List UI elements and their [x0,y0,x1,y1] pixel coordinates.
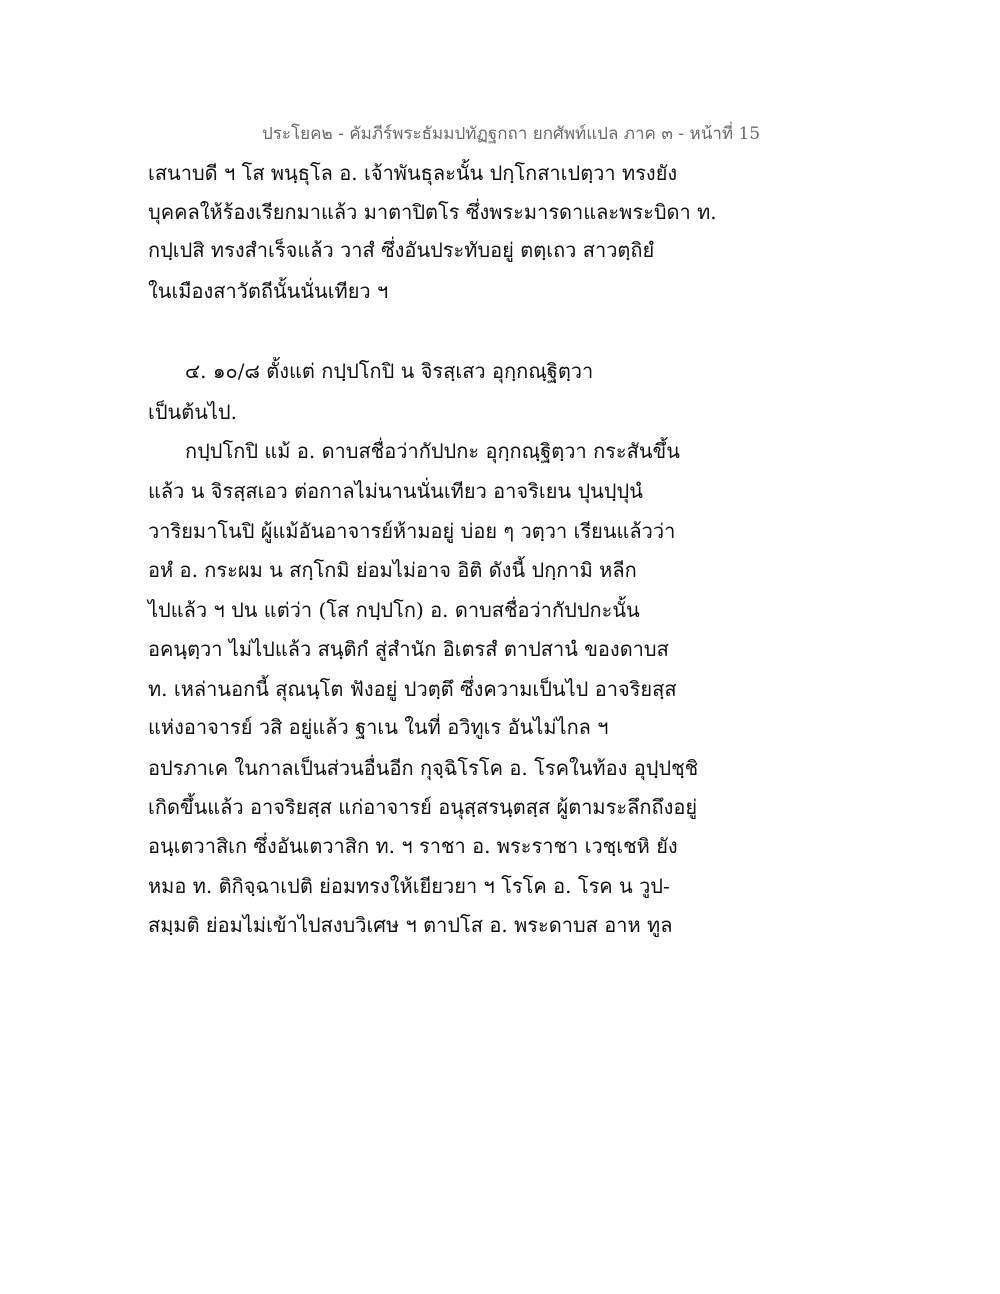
text-line: หมอ ท. ติกิจฺฉาเปติ ย่อมทรงให้เยียวยา ฯ โรโค อ. โรค น วูป- [148,874,670,898]
text-line: เกิดขึ้นแล้ว อาจริยสฺส แก่อาจารย์ อนุสฺสรนฺตสฺส ผู้ตามระลึกถึงอยู่ [148,795,698,819]
text-line: สมฺมติ ย่อมไม่เข้าไปสงบวิเศษ ฯ ตาปโส อ. พระดาบส อาห ทูล [148,913,673,937]
text-line: กปฺเปสิ ทรงสำเร็จแล้ว วาสํ ซึ่งอันประทับอยู่ ตตฺเถว สาวตฺถิยํ [148,238,655,262]
text-line: วาริยมาโนปิ ผู้แม้อันอาจารย์ห้ามอยู่ บ่อย ๆ วตฺวา เรียนแล้วว่า [148,519,676,543]
text-line: กปฺปโกปิ แม้ อ. ดาบสชื่อว่ากัปปกะ อุกฺกณฺฐิตฺวา กระสันขึ้น [185,439,680,463]
text-line: อนฺเตวาสิเก ซึ่งอันเตวาสิก ท. ฯ ราชา อ. พระราชา เวชฺเชหิ ยัง [148,834,678,858]
section-heading: ๔. ๑๐/๘ ตั้งแต่ กปฺปโกปิ น จิรสฺเสว อุกฺกณฺฐิตฺวา [185,359,594,383]
text-line: ในเมืองสาวัตถีนั้นนั่นเทียว ฯ [148,279,389,303]
text-line: อปรภาเค ในกาลเป็นส่วนอื่นอีก กุจฺฉิโรโค อ. โรคในท้อง อุปฺปชฺชิ [148,756,699,780]
text-line: อหํ อ. กระผม น สกฺโกมิ ย่อมไม่อาจ อิติ ดังนี้ ปกฺกามิ หลีก [148,558,637,582]
page-header: ประโยค๒ - คัมภีร์พระธัมมปทัฏฐกถา ยกศัพท์แปล ภาค ๓ - หน้าที่ 15 [262,124,761,144]
text-line: อคนฺตฺวา ไม่ไปแล้ว สนฺติกํ สู่สำนัก อิเตรสํ ตาปสานํ ของดาบส [148,637,669,661]
text-line: เสนาบดี ฯ โส พนฺธุโล อ. เจ้าพันธุละนั้น ปกฺโกสาเปตฺวา ทรงยัง [148,161,678,185]
text-line: แล้ว น จิรสฺสเอว ต่อกาลไม่นานนั่นเทียว อาจริเยน ปุนปฺปุนํ [148,479,643,503]
text-line: ท. เหล่านอกนี้ สุณนฺโต ฟังอยู่ ปวตฺตึ ซึ่งความเป็นไป อาจริยสฺส [148,677,677,701]
text-line: บุคคลให้ร้องเรียกมาแล้ว มาตาปิตโร ซึ่งพระมารดาและพระบิดา ท. [148,200,717,224]
text-line: ไปแล้ว ฯ ปน แต่ว่า (โส กปฺปโก) อ. ดาบสชื่อว่ากัปปกะนั้น [148,598,640,622]
text-line: แห่งอาจารย์ วสิ อยู่แล้ว ฐาเน ในที่ อวิทูเร อันไม่ไกล ฯ [148,715,609,739]
text-line: เป็นต้นไป. [148,400,237,424]
